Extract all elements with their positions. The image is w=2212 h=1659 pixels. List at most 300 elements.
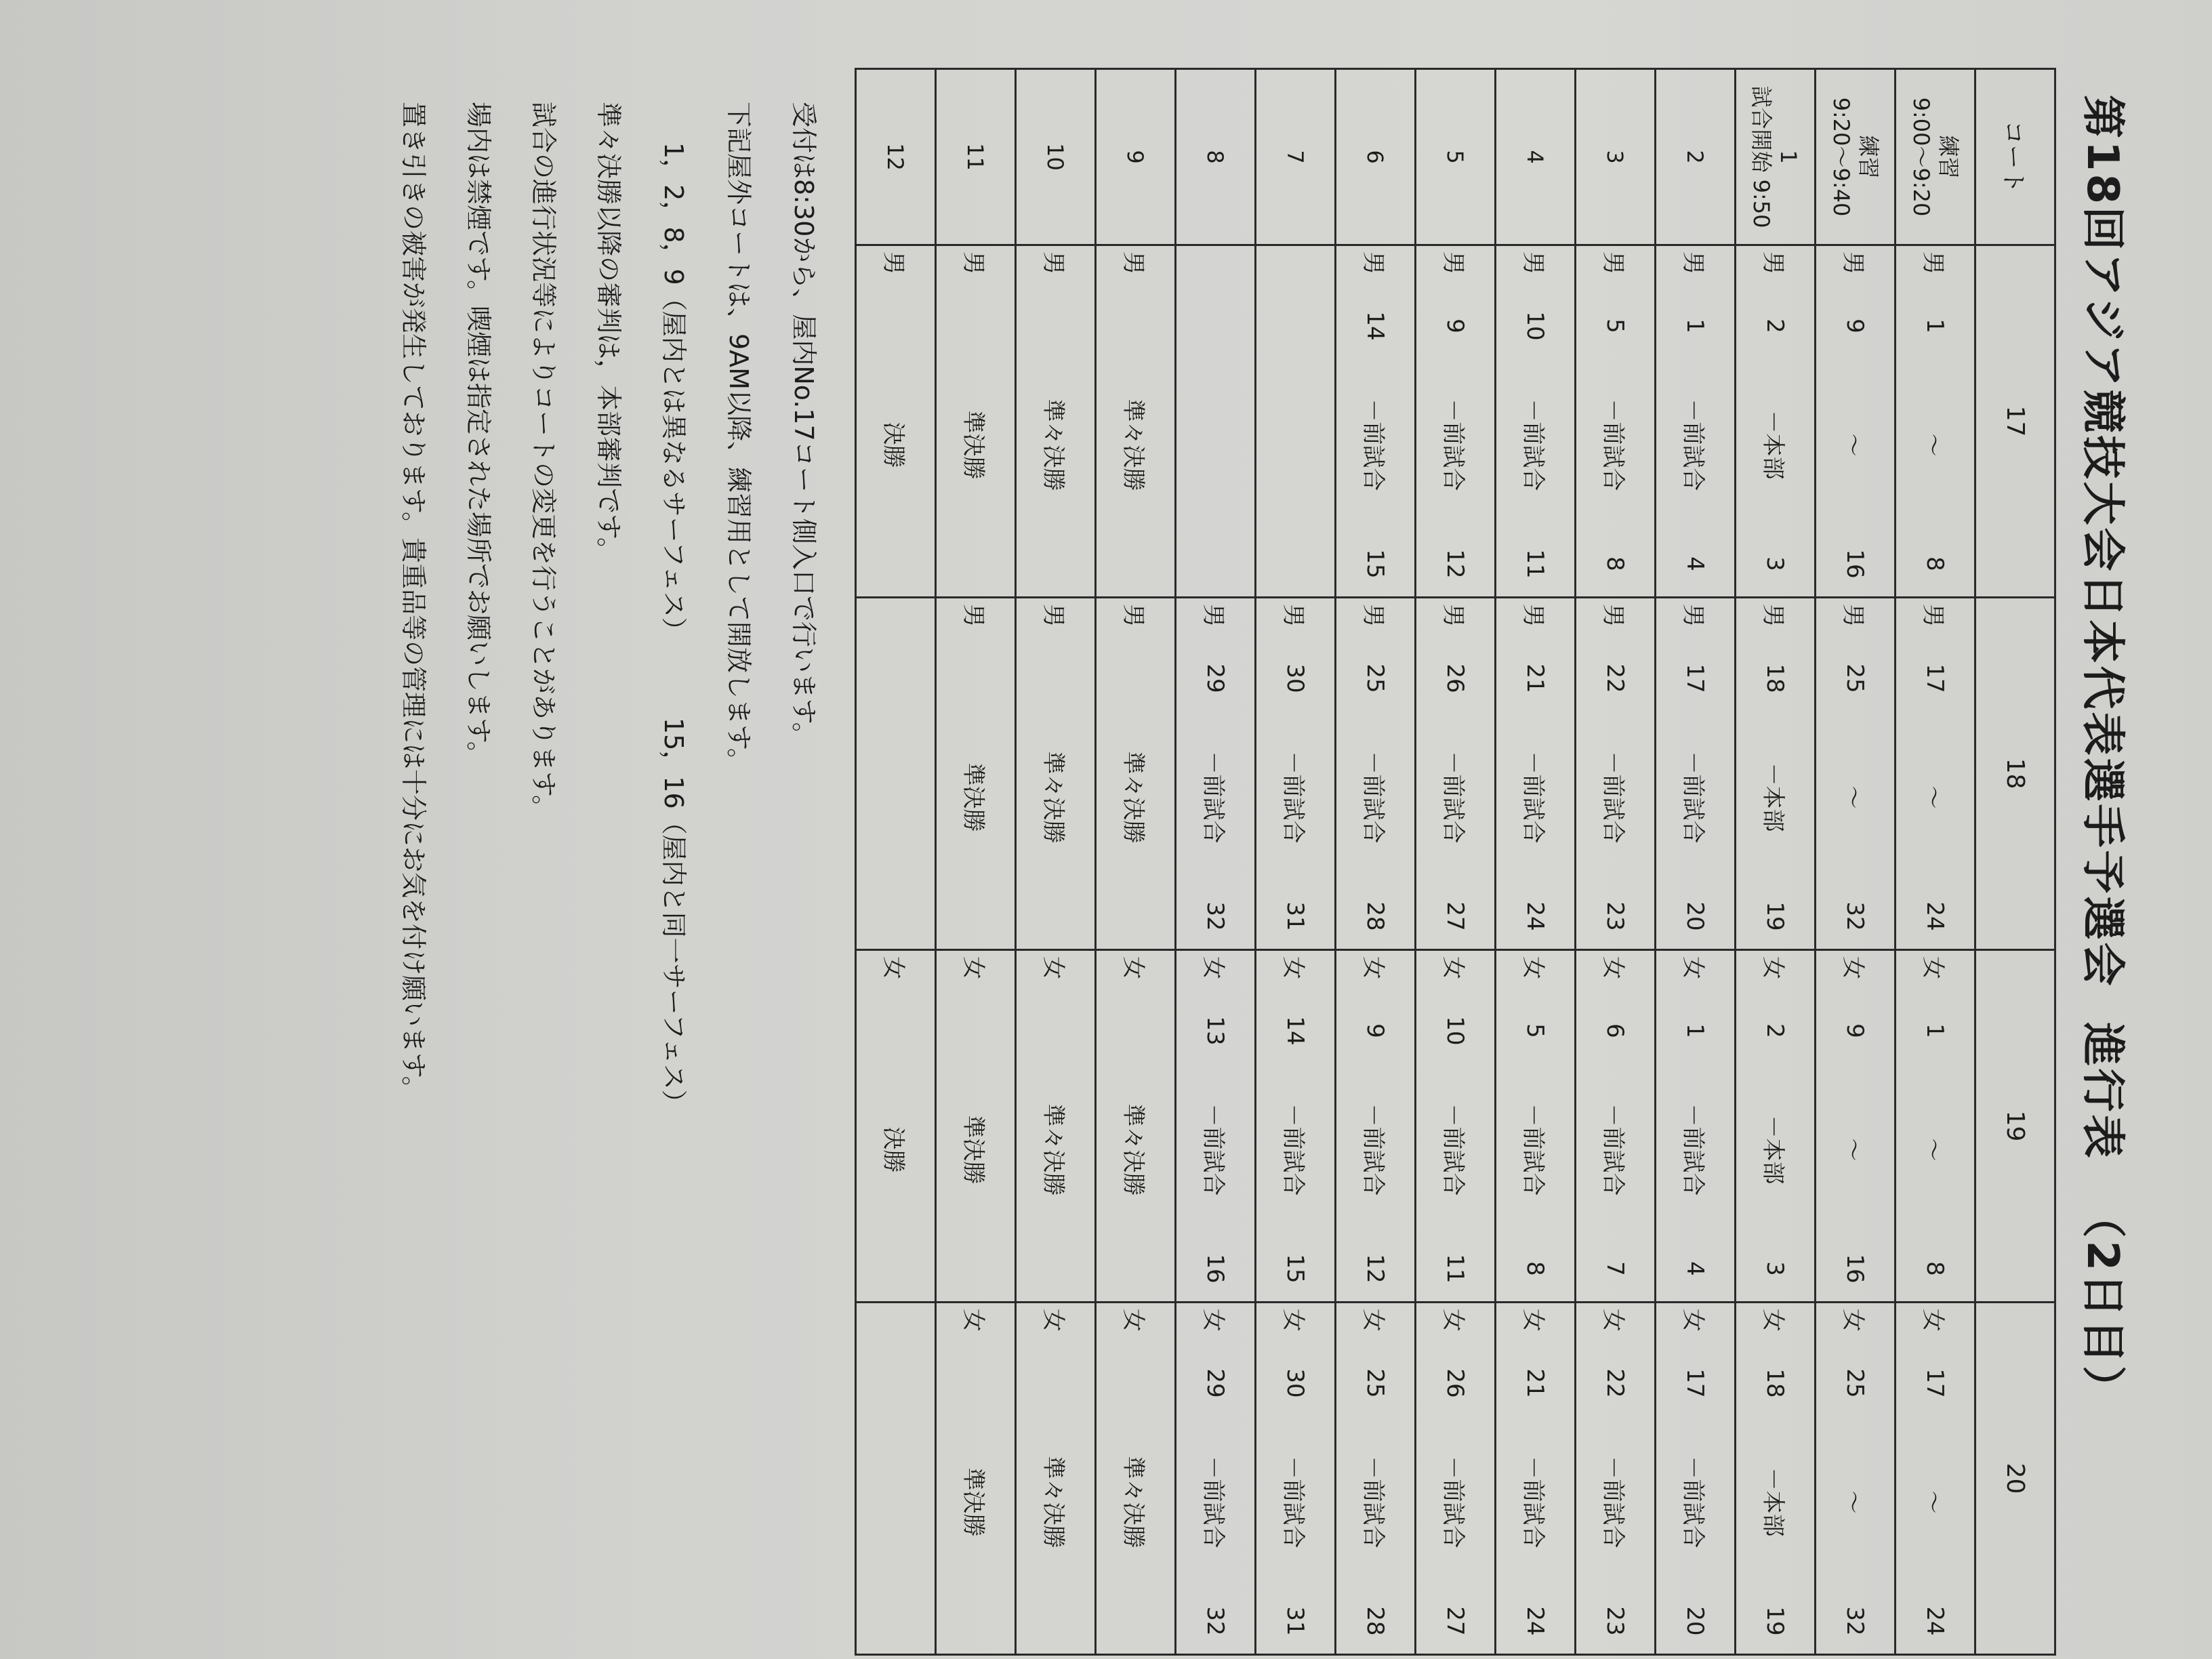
player-b: 11	[1441, 1254, 1469, 1284]
gender-label: 男	[1040, 251, 1067, 274]
player-b: 31	[1282, 901, 1309, 931]
court-header: 20	[1975, 1303, 2055, 1655]
match-cell	[1736, 245, 1816, 598]
match-cell	[936, 598, 1016, 950]
player-b: 16	[1841, 1254, 1869, 1284]
player-b: 8	[1521, 1261, 1549, 1276]
table-row	[1576, 69, 1656, 1655]
player-b: 7	[1601, 1261, 1629, 1276]
player-a: 22	[1601, 663, 1629, 693]
gender-label: 女	[1919, 956, 1946, 979]
match-cell	[1576, 950, 1656, 1303]
row-label-line: 10	[1042, 143, 1069, 171]
row-label	[1656, 69, 1736, 245]
match-cell	[936, 1303, 1016, 1655]
player-b: 12	[1441, 549, 1469, 579]
match-cell	[1656, 1303, 1736, 1655]
gender-label: 女	[1279, 1309, 1307, 1332]
match-cell	[1896, 950, 1975, 1303]
row-label	[1896, 69, 1975, 245]
player-a: 14	[1282, 1016, 1309, 1046]
match-cell	[1896, 598, 1975, 950]
match-info: －前試合	[1519, 1103, 1547, 1196]
match-info: ～	[1919, 1138, 1946, 1162]
match-info: 準決勝	[960, 762, 987, 832]
player-a: 25	[1361, 663, 1389, 693]
table-row	[1656, 69, 1736, 1655]
row-label	[1816, 69, 1896, 245]
gender-label: 男	[1120, 604, 1147, 627]
player-b: 23	[1601, 901, 1629, 931]
gender-label: 女	[1519, 956, 1547, 979]
player-b: 20	[1681, 901, 1709, 931]
note-item: 試合の進行状況等によりコートの変更を行うことがあります。	[529, 102, 558, 821]
table-row	[1416, 69, 1496, 1655]
player-a: 17	[1921, 1368, 1949, 1398]
player-a: 30	[1282, 1368, 1309, 1398]
table-row	[1496, 69, 1576, 1655]
gender-label: 女	[1599, 1309, 1626, 1332]
match-cell	[856, 950, 936, 1303]
table-row	[1176, 69, 1256, 1655]
match-info: ～	[1839, 1138, 1866, 1162]
match-info: 準決勝	[960, 1467, 987, 1537]
row-label-line: 6	[1362, 150, 1389, 164]
gender-label: 女	[1279, 956, 1307, 979]
player-a: 26	[1441, 1368, 1469, 1398]
row-label	[1096, 69, 1176, 245]
match-cell	[1336, 950, 1416, 1303]
match-cell	[1576, 598, 1656, 950]
match-cell	[1336, 1303, 1416, 1655]
player-b: 3	[1761, 1261, 1789, 1276]
note-item: 置き引きの被害が発生しております。貴重品等の管理には十分にお気を付け願います。	[398, 102, 428, 1102]
match-info: －本部	[1759, 762, 1786, 832]
match-info: ～	[1919, 1490, 1946, 1514]
notes-list	[381, 102, 836, 1593]
match-cell	[1416, 245, 1496, 598]
gender-label: 女	[1439, 956, 1467, 979]
player-a: 10	[1521, 311, 1549, 341]
match-cell	[1176, 1303, 1256, 1655]
player-b: 15	[1282, 1254, 1309, 1284]
player-a: 9	[1841, 1023, 1869, 1038]
match-info: ～	[1839, 433, 1866, 457]
player-a: 18	[1761, 1368, 1789, 1398]
row-label-line: 9	[1122, 150, 1149, 164]
match-cell	[1416, 598, 1496, 950]
match-info: －前試合	[1599, 1103, 1626, 1196]
match-info: －前試合	[1519, 751, 1547, 844]
row-label	[1576, 69, 1656, 245]
player-b: 28	[1361, 1606, 1389, 1636]
player-a: 17	[1921, 663, 1949, 693]
match-info: ～	[1919, 785, 1946, 809]
player-b: 32	[1202, 1606, 1229, 1636]
player-b: 8	[1921, 556, 1949, 571]
player-a: 10	[1441, 1016, 1469, 1046]
match-cell	[1736, 950, 1816, 1303]
gender-label: 男	[1679, 604, 1706, 627]
player-a: 21	[1521, 1368, 1549, 1398]
note-item: 場内は禁煙です。喫煙は指定された場所でお願いします。	[464, 102, 493, 767]
row-label-line: 9:00～9:20	[1908, 97, 1935, 217]
player-b: 32	[1841, 1606, 1869, 1636]
gender-label: 男	[1679, 251, 1706, 274]
match-info: －前試合	[1679, 398, 1706, 491]
match-cell	[1096, 1303, 1176, 1655]
gender-label: 女	[1759, 1309, 1786, 1332]
match-info: －前試合	[1359, 398, 1387, 491]
note-item: 受付は8:30から、屋内No.17コート側入口で行います。	[789, 102, 819, 748]
match-cell	[1336, 598, 1416, 950]
player-a: 25	[1841, 1368, 1869, 1398]
row-label-line: 11	[962, 143, 989, 171]
note-surface-same: 15，16（屋内と同一サーフェス）	[659, 717, 689, 1115]
match-cell	[1496, 1303, 1576, 1655]
gender-label: 男	[1919, 251, 1946, 274]
gender-label: 男	[1919, 604, 1946, 627]
match-info: 準々決勝	[1040, 751, 1067, 844]
table-row	[856, 69, 936, 1655]
gender-label: 女	[1200, 956, 1227, 979]
player-b: 16	[1841, 549, 1869, 579]
note-item: 下記屋外コートは、9AM以降、練習用として開放します。	[724, 102, 754, 774]
match-cell	[1816, 245, 1896, 598]
player-b: 4	[1681, 556, 1709, 571]
match-info: －前試合	[1599, 751, 1626, 844]
match-cell	[1816, 598, 1896, 950]
match-info: －前試合	[1679, 1456, 1706, 1549]
gender-label: 男	[960, 251, 987, 274]
match-cell	[1736, 598, 1816, 950]
gender-label: 女	[1120, 956, 1147, 979]
match-cell	[1736, 1303, 1816, 1655]
player-a: 30	[1282, 663, 1309, 693]
match-info: 準々決勝	[1040, 1456, 1067, 1549]
match-info: －前試合	[1279, 1456, 1307, 1549]
gender-label: 女	[1200, 1309, 1227, 1332]
note-item	[641, 102, 706, 1593]
gender-label: 男	[1439, 251, 1467, 274]
match-cell	[1176, 245, 1256, 598]
player-a: 9	[1361, 1023, 1389, 1038]
match-cell	[1896, 245, 1975, 598]
title-main: 第18回アジア競技大会日本代表選手予選会	[2077, 95, 2127, 989]
row-label-line: 3	[1602, 150, 1629, 164]
match-cell	[1256, 245, 1336, 598]
row-label-line: 7	[1282, 150, 1309, 164]
schedule-table	[855, 68, 2056, 1656]
player-a: 1	[1681, 1023, 1709, 1038]
gender-label: 男	[1200, 604, 1227, 627]
row-label	[1496, 69, 1576, 245]
gender-label: 男	[880, 251, 907, 274]
match-cell	[1016, 950, 1096, 1303]
player-a: 6	[1601, 1023, 1629, 1038]
match-cell	[1656, 950, 1736, 1303]
gender-label: 女	[960, 1309, 987, 1332]
gender-label: 女	[880, 956, 907, 979]
gender-label: 男	[1839, 251, 1866, 274]
match-info: 決勝	[880, 1126, 907, 1173]
player-a: 9	[1441, 319, 1469, 333]
player-b: 28	[1361, 901, 1389, 931]
match-cell	[1576, 1303, 1656, 1655]
row-label	[1736, 69, 1816, 245]
table-row	[1096, 69, 1176, 1655]
match-info: －前試合	[1439, 1103, 1467, 1196]
player-b: 19	[1761, 901, 1789, 931]
match-info: －前試合	[1439, 398, 1467, 491]
player-a: 9	[1841, 319, 1869, 333]
gender-label: 女	[1839, 956, 1866, 979]
match-cell	[1016, 1303, 1096, 1655]
player-a: 5	[1601, 319, 1629, 333]
player-a: 1	[1681, 319, 1709, 333]
match-cell	[1416, 1303, 1496, 1655]
note-surface-different: 1，2，8，9（屋内とは異なるサーフェス）	[659, 142, 689, 643]
player-a: 17	[1681, 663, 1709, 693]
row-label	[1256, 69, 1336, 245]
table-row	[1816, 69, 1896, 1655]
match-cell	[1896, 1303, 1975, 1655]
player-b: 27	[1441, 1606, 1469, 1636]
match-info: 準決勝	[960, 1115, 987, 1185]
player-a: 25	[1361, 1368, 1389, 1398]
match-info: －本部	[1759, 1115, 1786, 1185]
gender-label: 女	[960, 956, 987, 979]
gender-label: 男	[1120, 251, 1147, 274]
match-cell	[1176, 598, 1256, 950]
match-info: ～	[1919, 433, 1946, 457]
gender-label: 男	[1040, 604, 1067, 627]
row-label-line: 9:20～9:40	[1828, 97, 1855, 217]
table-body	[856, 69, 1975, 1655]
gender-label: 男	[1759, 604, 1786, 627]
match-info: 準々決勝	[1120, 398, 1147, 491]
gender-label: 男	[1599, 251, 1626, 274]
match-cell	[1256, 950, 1336, 1303]
row-label	[1176, 69, 1256, 245]
row-label-line: 5	[1442, 150, 1469, 164]
match-cell	[1176, 950, 1256, 1303]
match-info: －前試合	[1279, 1103, 1307, 1196]
player-a: 2	[1761, 319, 1789, 333]
player-b: 4	[1681, 1261, 1709, 1276]
gender-label: 女	[1359, 956, 1387, 979]
match-cell	[1016, 598, 1096, 950]
player-a: 26	[1441, 663, 1469, 693]
gender-label: 男	[1359, 604, 1387, 627]
gender-label: 女	[1839, 1309, 1866, 1332]
table-row	[1336, 69, 1416, 1655]
match-info: ～	[1839, 785, 1866, 809]
match-cell	[1096, 598, 1176, 950]
player-b: 24	[1521, 1606, 1549, 1636]
gender-label: 男	[1519, 604, 1547, 627]
match-cell	[1096, 245, 1176, 598]
match-info: －前試合	[1519, 398, 1547, 491]
gender-label: 女	[1599, 956, 1626, 979]
table-row	[1256, 69, 1336, 1655]
match-info: 準々決勝	[1120, 1456, 1147, 1549]
player-b: 32	[1841, 901, 1869, 931]
table-header-row	[1975, 69, 2055, 1655]
player-b: 24	[1521, 901, 1549, 931]
player-b: 20	[1681, 1606, 1709, 1636]
gender-label: 女	[1919, 1309, 1946, 1332]
match-cell	[1256, 598, 1336, 950]
player-b: 3	[1761, 556, 1789, 571]
row-label-line: 8	[1202, 150, 1229, 164]
player-b: 31	[1282, 1606, 1309, 1636]
match-info: 準々決勝	[1120, 751, 1147, 844]
match-info: －前試合	[1599, 1456, 1626, 1549]
player-b: 27	[1441, 901, 1469, 931]
court-column-header: コート	[1975, 69, 2055, 245]
match-info: －前試合	[1200, 751, 1227, 844]
row-label	[856, 69, 936, 245]
match-cell	[1496, 245, 1576, 598]
match-cell	[1416, 950, 1496, 1303]
match-cell	[856, 245, 936, 598]
match-cell	[1096, 950, 1176, 1303]
match-cell	[936, 950, 1016, 1303]
match-info: 準々決勝	[1120, 1103, 1147, 1196]
match-cell	[1336, 245, 1416, 598]
gender-label: 女	[1439, 1309, 1467, 1332]
player-b: 32	[1202, 901, 1229, 931]
player-b: 19	[1761, 1606, 1789, 1636]
player-a: 21	[1521, 663, 1549, 693]
player-a: 25	[1841, 663, 1869, 693]
court-header: 19	[1975, 950, 2055, 1303]
title-sub: 進行表	[2077, 1022, 2127, 1161]
match-cell	[1496, 598, 1576, 950]
player-b: 15	[1361, 549, 1389, 579]
row-label	[1016, 69, 1096, 245]
match-info: －本部	[1759, 410, 1786, 480]
gender-label: 女	[1519, 1309, 1547, 1332]
match-cell	[1816, 1303, 1896, 1655]
page-title	[2075, 95, 2137, 1586]
note-item: 準々決勝以降の審判は，本部審判です。	[594, 102, 623, 563]
row-label	[1416, 69, 1496, 245]
gender-label: 女	[1120, 1309, 1147, 1332]
player-a: 29	[1202, 663, 1229, 693]
match-info: －前試合	[1359, 751, 1387, 844]
match-info: －前試合	[1279, 751, 1307, 844]
row-label-line: 2	[1682, 150, 1708, 164]
match-info: ～	[1839, 1490, 1866, 1514]
match-info: －前試合	[1200, 1456, 1227, 1549]
gender-label: 男	[960, 604, 987, 627]
gender-label: 男	[1839, 604, 1866, 627]
match-cell	[1496, 950, 1576, 1303]
player-a: 14	[1361, 311, 1389, 341]
gender-label: 女	[1359, 1309, 1387, 1332]
gender-label: 男	[1759, 251, 1786, 274]
match-info: 決勝	[880, 422, 907, 468]
match-cell	[1816, 950, 1896, 1303]
player-a: 29	[1202, 1368, 1229, 1398]
gender-label: 女	[1679, 956, 1706, 979]
court-header: 18	[1975, 598, 2055, 950]
match-cell	[1016, 245, 1096, 598]
gender-label: 男	[1519, 251, 1547, 274]
match-info: －前試合	[1359, 1103, 1387, 1196]
match-info: －前試合	[1599, 398, 1626, 491]
match-info: －本部	[1759, 1467, 1786, 1537]
match-info: 準々決勝	[1040, 1103, 1067, 1196]
player-b: 11	[1521, 549, 1549, 579]
match-cell	[1656, 245, 1736, 598]
match-info: －前試合	[1200, 1103, 1227, 1196]
player-b: 23	[1601, 1606, 1629, 1636]
player-b: 24	[1921, 1606, 1949, 1636]
match-cell	[1576, 245, 1656, 598]
player-a: 5	[1521, 1023, 1549, 1038]
match-cell	[1656, 598, 1736, 950]
player-a: 2	[1761, 1023, 1789, 1038]
table-row	[1736, 69, 1816, 1655]
match-cell	[936, 245, 1016, 598]
player-a: 1	[1921, 1023, 1949, 1038]
player-a: 1	[1921, 319, 1949, 333]
gender-label: 女	[1040, 956, 1067, 979]
row-label	[1336, 69, 1416, 245]
match-cell	[856, 598, 936, 950]
gender-label: 男	[1359, 251, 1387, 274]
player-a: 17	[1681, 1368, 1709, 1398]
player-b: 12	[1361, 1254, 1389, 1284]
title-day: （2日目）	[2077, 1194, 2127, 1412]
table-row	[1896, 69, 1975, 1655]
match-info: 準々決勝	[1040, 398, 1067, 491]
gender-label: 女	[1679, 1309, 1706, 1332]
match-info: 準決勝	[960, 410, 987, 480]
player-b: 16	[1202, 1254, 1229, 1284]
player-a: 22	[1601, 1368, 1629, 1398]
gender-label: 男	[1279, 604, 1307, 627]
gender-label: 男	[1599, 604, 1626, 627]
match-info: －前試合	[1679, 751, 1706, 844]
player-a: 18	[1761, 663, 1789, 693]
player-b: 8	[1921, 1261, 1949, 1276]
gender-label: 女	[1040, 1309, 1067, 1332]
match-info: －前試合	[1359, 1456, 1387, 1549]
row-label-line: 練習	[1856, 135, 1882, 179]
match-info: －前試合	[1519, 1456, 1547, 1549]
row-label-line: 12	[882, 143, 909, 171]
row-label	[936, 69, 1016, 245]
player-b: 24	[1921, 901, 1949, 931]
match-info: －前試合	[1439, 751, 1467, 844]
player-b: 8	[1601, 556, 1629, 571]
row-label-line: 1	[1776, 150, 1802, 164]
match-cell	[1256, 1303, 1336, 1655]
gender-label: 女	[1759, 956, 1786, 979]
match-cell	[856, 1303, 936, 1655]
row-label-line: 試合開始 9:50	[1748, 85, 1775, 228]
court-header: 17	[1975, 245, 2055, 598]
match-info: －前試合	[1679, 1103, 1706, 1196]
table-row	[1016, 69, 1096, 1655]
row-label-line: 4	[1522, 150, 1549, 164]
player-a: 13	[1202, 1016, 1229, 1046]
table-row	[936, 69, 1016, 1655]
